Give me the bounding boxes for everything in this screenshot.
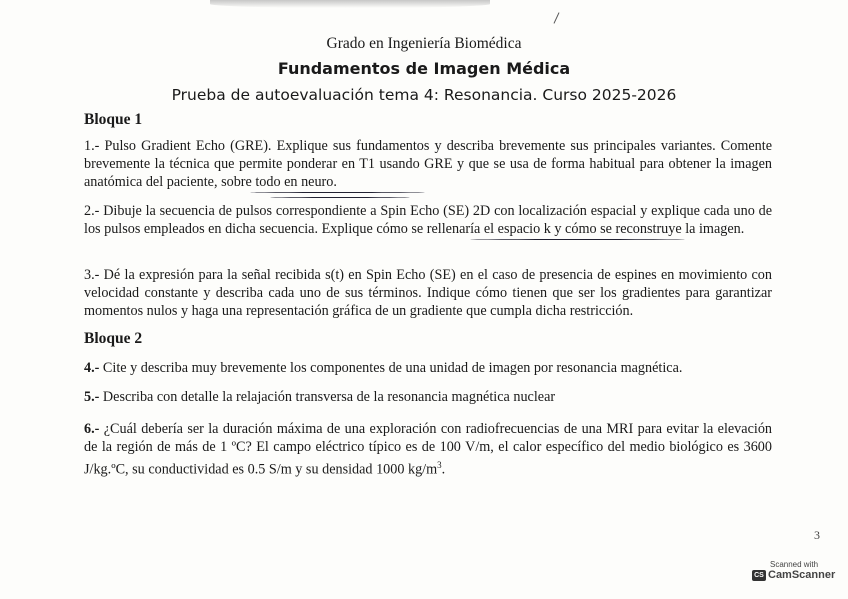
question-4 [84,360,772,378]
question-number: 3.- [84,267,100,283]
question-text-end: . [441,461,446,478]
question-5 [84,389,772,407]
question-text-end: . [333,173,337,190]
superscript: 3 [437,459,442,470]
question-text: Describa con detalle la relajación transversa de la resonancia magnética nuclear [102,389,556,405]
question-text: Pulso Gradient Echo (GRE). Explique sus fundamentos y describa brevemente sus principales variantes. Comente brevemente la técnica que permite ponderar en T1 usando GRE y que se usa de forma habitual para obtener la imagen anatómica del paciente, [84,138,773,190]
handwritten-underline-1 [250,192,425,193]
camscanner-brand [752,569,836,581]
block-2-title: Bloque 2 [84,330,143,347]
question-text: Cite y describa muy brevemente los componentes de una unidad de imagen por resonancia magnética. [102,360,683,376]
question-text-end: y cómo se reconstruye la imagen. [550,220,745,237]
scanned-with-label: Scanned with [769,560,819,569]
underlined-text: sobre todo en neuro [221,173,334,190]
handwritten-underline-2 [470,239,685,240]
question-number: 6.- [84,421,100,437]
question-number: 5.- [84,389,100,405]
handwritten-underline-1b [270,197,410,198]
pen-mark [554,12,560,23]
question-3 [84,267,772,320]
question-number: 1.- [84,138,100,154]
question-number: 2.- [84,203,100,219]
question-text: Dé la expresión para la señal recibida s(t) en Spin Echo (SE) en el caso de presencia de espines en movimiento con velocidad constante y describa cada uno de sus términos. Indique cómo tienen que ser los gradientes para garantizar momentos nulos y haga una representación gráfica de un gradiente que cumpla dicha restricción. [84,267,772,319]
question-6 [84,421,772,479]
scan-shadow [210,0,490,8]
underlined-text: rellenaría el espacio k [426,220,551,237]
test-title: Prueba de autoevaluación tema 4: Resonancia. Curso 2025-2026 [171,86,677,104]
degree-title: Grado en Ingeniería Biomédica [326,35,522,52]
question-number: 4.- [84,360,100,376]
question-1 [84,138,772,191]
question-2 [84,203,772,239]
page-mark: 3 [814,528,820,542]
question-text: ¿Cuál debería ser la duración máxima de una exploración con radiofrecuencias de una MRI para evitar la elevación de la región de más de 1 ºC? El campo eléctrico típico es de 100 V/m, el calor específico del medio biológico es 3600 J/kg.ºC, su conductividad es 0.5 S/m y su densidad 1000 kg/m [84,421,773,478]
course-title: Fundamentos de Imagen Médica [277,59,571,78]
camscanner-name: CamScanner [768,569,836,581]
camscanner-watermark [752,560,836,590]
block-1-title: Bloque 1 [84,111,143,128]
question-text: Dibuje la secuencia de pulsos correspondiente a Spin Echo (SE) 2D con localización espacial y explique cada uno de los pulsos empleados en dicha secuencia. Explique cómo se [84,203,773,237]
camscanner-icon: CS [752,570,766,581]
